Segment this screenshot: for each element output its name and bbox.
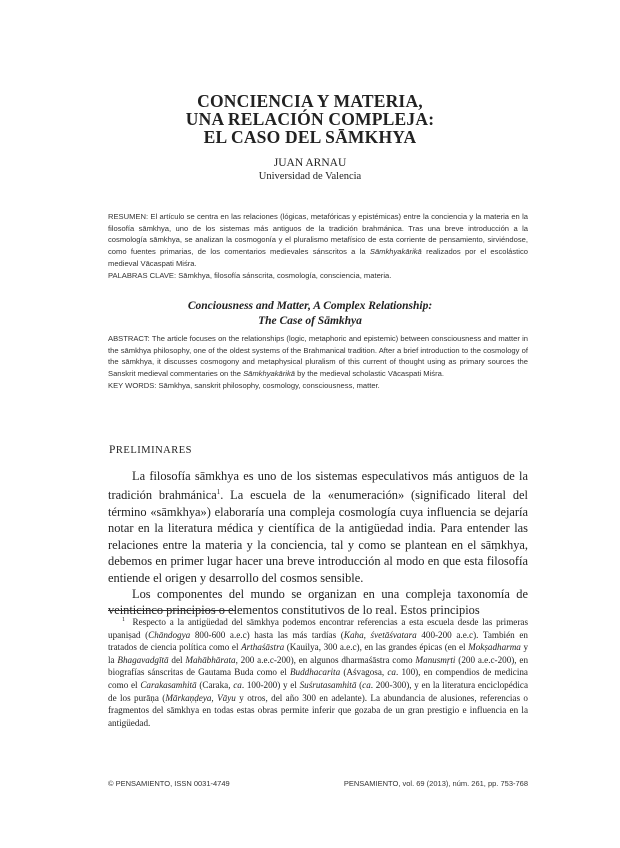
key-words: KEY WORDS: Sāmkhya, sanskrit philosophy, cosmology, consciousness, matter.: [108, 380, 380, 390]
title-line-2: UNA RELACIÓN COMPLEJA:: [185, 109, 435, 129]
footnote-rule: [108, 610, 236, 611]
section-heading: PRELIMINARES: [109, 444, 192, 456]
body-paragraph-1: La filosofía sāmkhya es uno de los sistemas especulativos más antiguos de la tradición brahmánica$^1$. La escuela de la «enumeración» (significado literal del término «sāmkhya») elaboraría una compleja cosmología cuya influencia se dejaría notar en la literatura médica y científica de la antigüedad india. Para entender las relaciones entre la materia y la conciencia, tal y como se plantean en el sāṃkhya, debemos en primer lugar hacer una breve introducción al modo en que esta filosofía entiende el origen y desarrollo del cosmos sensible.: [108, 469, 528, 585]
footnote-reference: 1: [216, 488, 221, 497]
english-title-line-2: The Case of Sāmkhya: [258, 315, 362, 327]
author-affiliation: Universidad de Valencia: [258, 171, 362, 182]
article-title: [0, 92, 620, 146]
footer-right: PENSAMIENTO, vol. 69 (2013), núm. 261, pp. 753-768: [343, 779, 528, 788]
resumen-text: RESUMEN: El artículo se centra en las relaciones (lógicas, metafóricas y epistémicas) entre la conciencia y la materia en la filosofía sāmkhya, uno de los sistemas más antiguos de la tradición brahmánica. Tras una breve introducción a la cosmología sāmkhya, se analizan la cosmogonía y el pluralismo metafísico de esta corriente de pensamiento, sirviéndose, como fuentes primarias, de los comentarios medievales sánscritos a la Sāmkhyakārikā realizados por el escolástico medieval Vācaspati Miśra.: [108, 212, 528, 268]
body-paragraph-2: Los componentes del mundo se organizan en una compleja taxonomía de veinticinco principios o elementos constitutivos de lo real. Estos principios: [108, 586, 528, 618]
author-name: JUAN ARNAU: [273, 157, 347, 169]
english-title: [0, 299, 620, 329]
title-line-1: CONCIENCIA Y MATERIA,: [197, 91, 423, 111]
title-line-3: EL CASO DEL SĀMKHYA: [203, 127, 417, 147]
body-text: [108, 468, 528, 619]
palabras-clave: PALABRAS CLAVE: Sāmkhya, filosofía sánscrita, cosmología, consciencia, materia.: [108, 270, 392, 280]
footer-left: © PENSAMIENTO, ISSN 0031-4749: [108, 779, 230, 788]
abstract-text: ABSTRACT: The article focuses on the relationships (logic, metaphoric and epistemic) between consciousness and matter in the sāmkhya philosophy, one of the oldest systems of the Brahmanical tradition. After a brief introduction to the cosmology of the sāmkhya, it discusses cosmogony and metaphysical pluralism of this current of thought using as primary sources the Sanskrit medieval commentaries on the Sāmkhyakārikā by the medieval scholastic Vācaspati Miśra.: [108, 334, 528, 379]
english-title-line-1: Conciousness and Matter, A Complex Relationship:: [187, 300, 433, 312]
resumen-block: [108, 211, 528, 281]
abstract-block: [108, 333, 528, 392]
footnote-1: $^1$ Respecto a la antigüedad del sāmkhya podemos encontrar referencias a esta escuela desde las primeras upaniṣad (Chāndogya 800-600 a.e.c) hasta las más tardías (Kaha, śvetāśvatara 400-200 a.e.c). También en tratados de ciencia política como el Arthaśāstra (Kauilya, 300 a.e.c), en las grandes épicas (en el Mokṣadharma y la Bhagavadgītā del Mahābhārata, 200 a.e.c-200), en algunos dharmaśāstra como Manusmṛti (200 a.e.c-200), en biografías sánscritas de Gautama Buda como el Buddhacarita (Aśvagosa, ca. 100), en compendios de medicina como el Carakasamhitā (Caraka, ca. 100-200) y el Suśrutasamhitā (ca. 200-300), y en la literatura enciclopédica de los purāṇa (Mārkaṇḍeya, Vāyu y otros, del año 300 en adelante). La abundancia de alusiones, referencias o fragmentos del sāmkhya en todas estas obras permite inferir que gozaba de un gran prestigio e influencia en la antigüedad.: [108, 617, 529, 728]
